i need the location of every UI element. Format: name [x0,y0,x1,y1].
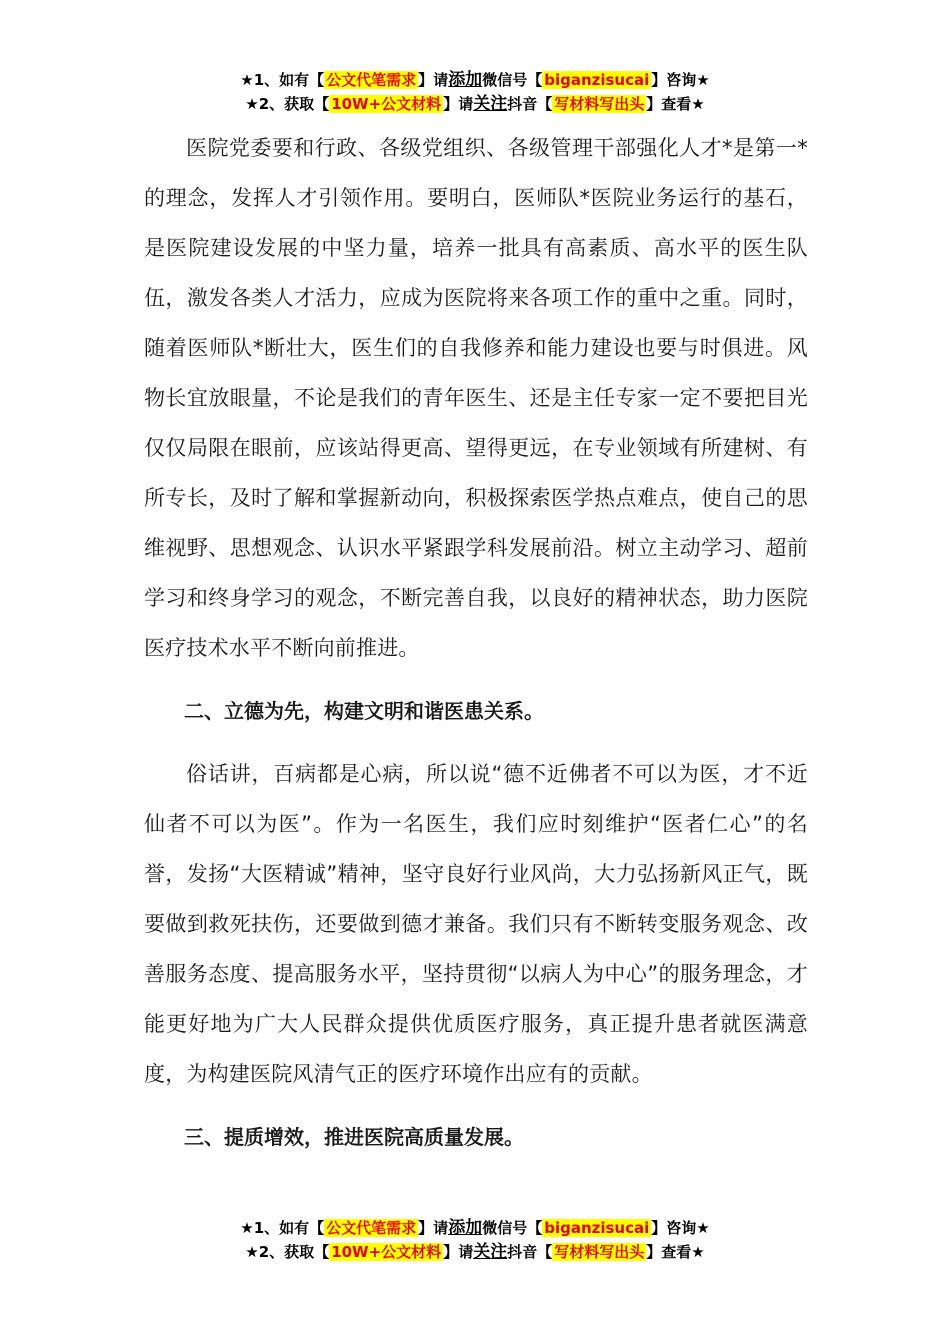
promo-text: 】请 [418,71,449,89]
section-heading-2: 二、立德为先，构建文明和谐医患关系。 [184,699,544,723]
promo-highlight-wechat: biganzisucai [544,71,650,89]
paragraph-ethics: 俗话讲，百病都是心病，所以说“德不近佛者不可以为医，才不近仙者不可以为医”。作为一名医生，我们应时刻维护“医者仁心”的名誉，发扬“大医精诚”精神，坚守良好行业风尚，大力弘扬新风正气，既要做到救死扶伤，还要做到德才兼备。我们只有不断转变服务观念、改善服务态度、提高服务水平，坚持贯彻“以病人为中心”的服务理念，才能更好地为广大人民群众提供优质医疗服务，真正提升患者就医满意度，为构建医院风清气正的医疗环境作出应有的贡献。 [144,762,808,1086]
document-body [144,123,808,1162]
paragraph-talent: 医院党委要和行政、各级党组织、各级管理干部强化人才*是第一*的理念，发挥人才引领作用。要明白，医师队*医院业务运行的基石，是医院建设发展的中坚力量，培养一批具有高素质、高水平的医生队伍，激发各类人才活力，应成为医院将来各项工作的重中之重。同时，随着医师队*断壮大，医生们的自我修养和能力建设也要与时俱进。风物长宜放眼量，不论是我们的青年医生、还是主任专家一定不要把目光仅仅局限在眼前，应该站得更高、望得更远，在专业领域有所建树、有所专长，及时了解和掌握新动向，积极探索医学热点难点，使自己的思维视野、思想观念、认识水平紧跟学科发展前沿。树立主动学习、超前学习和终身学习的观念，不断完善自我，以良好的精神状态，助力医院医疗技术水平不断向前推进。 [144,136,808,660]
promo-text: ★2、获取【 [245,95,330,113]
promo-text: 微信号【 [482,1219,543,1237]
promo-footer [0,1216,950,1264]
promo-text: 】请 [443,1243,474,1261]
promo-highlight: 10W+公文材料 [331,95,442,113]
section-heading-3: 三、提质增效，推进医院高质量发展。 [184,1125,524,1149]
promo-line-1 [0,1216,950,1240]
promo-text: ★2、获取【 [245,1243,330,1261]
promo-underline: 添加 [448,70,483,90]
promo-text: 】请 [443,95,474,113]
promo-text: 】咨询★ [651,1219,710,1237]
promo-underline: 关注 [473,1242,508,1262]
promo-highlight-douyin: 写材料写出头 [554,1243,645,1261]
promo-highlight-wechat: biganzisucai [544,1219,650,1237]
promo-text: 】请 [418,1219,449,1237]
promo-text: 】咨询★ [651,71,710,89]
promo-text: 抖音【 [507,95,553,113]
promo-text: 抖音【 [507,1243,553,1261]
promo-highlight: 10W+公文材料 [331,1243,442,1261]
promo-line-2 [0,92,950,116]
promo-header [0,68,950,116]
promo-underline: 关注 [473,94,508,114]
promo-text: 】查看★ [646,95,705,113]
promo-text: 】查看★ [646,1243,705,1261]
promo-underline: 添加 [448,1218,483,1238]
promo-text: 微信号【 [482,71,543,89]
promo-text: ★1、如有【 [240,71,325,89]
promo-line-1 [0,68,950,92]
promo-highlight-douyin: 写材料写出头 [554,95,645,113]
promo-highlight: 公文代笔需求 [326,1219,417,1237]
promo-highlight: 公文代笔需求 [326,71,417,89]
promo-line-2 [0,1240,950,1264]
promo-text: ★1、如有【 [240,1219,325,1237]
